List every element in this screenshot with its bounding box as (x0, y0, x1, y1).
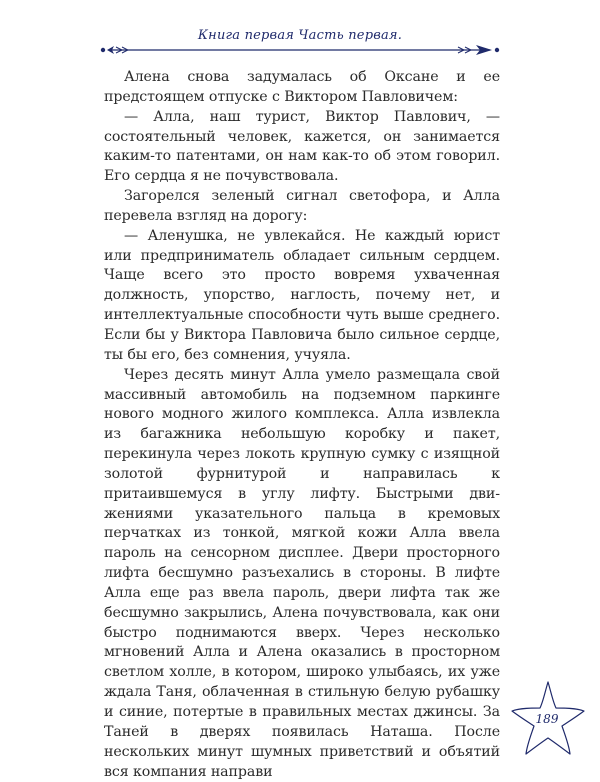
page-folio (504, 678, 588, 758)
running-header (0, 0, 600, 62)
paragraph: Через десять минут Алла умело размещала свой массивный автомобиль на подземном паркинге нового модного жилого комплекса. Алла извлекла из багажника небольшую коробку и пакет, перекинула через локоть крупную сумку с изящной золотой фурнитурой и направилась к притаившемуся в углу лифту. Быстрыми движениями указательного пальца в кремовых перчатках из тонкой, мягкой кожи Алла ввела пароль на сенсорном дисплее. Двери просторного лифта бесшумно разъехались в стороны. В лифте Алла еще раз ввела пароль, двери лифта так же бесшумно закрылись, Алена почувствовала, как они быстро поднимаются вверх. Через несколько мгновений Алла и Алена оказались в просторном светлом холле, в котором, широко улыбаясь, их уже ждала Таня, облаченная в стильную белую рубашку и синие, потертые в правильных местах джинсы. За Таней в дверях появилась Наташа. После нескольких минут шумных приветствий и объятий вся компания направи (104, 366, 500, 780)
paragraph: Алена снова задумалась об Оксане и ее предстоящем отпуске с Виктором Павловичем: (104, 69, 500, 105)
paragraph: Загорелся зеленый сигнал светофора, и Алла перевела взгляд на дорогу: (104, 188, 500, 224)
running-title: Книга первая Часть первая. (197, 28, 403, 43)
body-text (104, 68, 500, 782)
paragraph: — Алла, наш турист, Виктор Павлович, — состоятельный человек, кажется, он занимается каким-то патентами, он нам как-то об этом говорил. Его сердца я не почувствовала. (104, 108, 500, 185)
paragraph: — Аленушка, не увлекайся. Не каждый юрист или предприниматель обладает сильным сердцем. Чаще всего это просто вовремя ухваченная должность, упорство, наглость, почему нет, и интеллектуальные способности чуть выше среднего. Если бы у Виктора Павловича было сильное сердце, ты бы его, без сомнения, учуяла. (104, 227, 500, 363)
page-number: 189 (535, 712, 559, 726)
